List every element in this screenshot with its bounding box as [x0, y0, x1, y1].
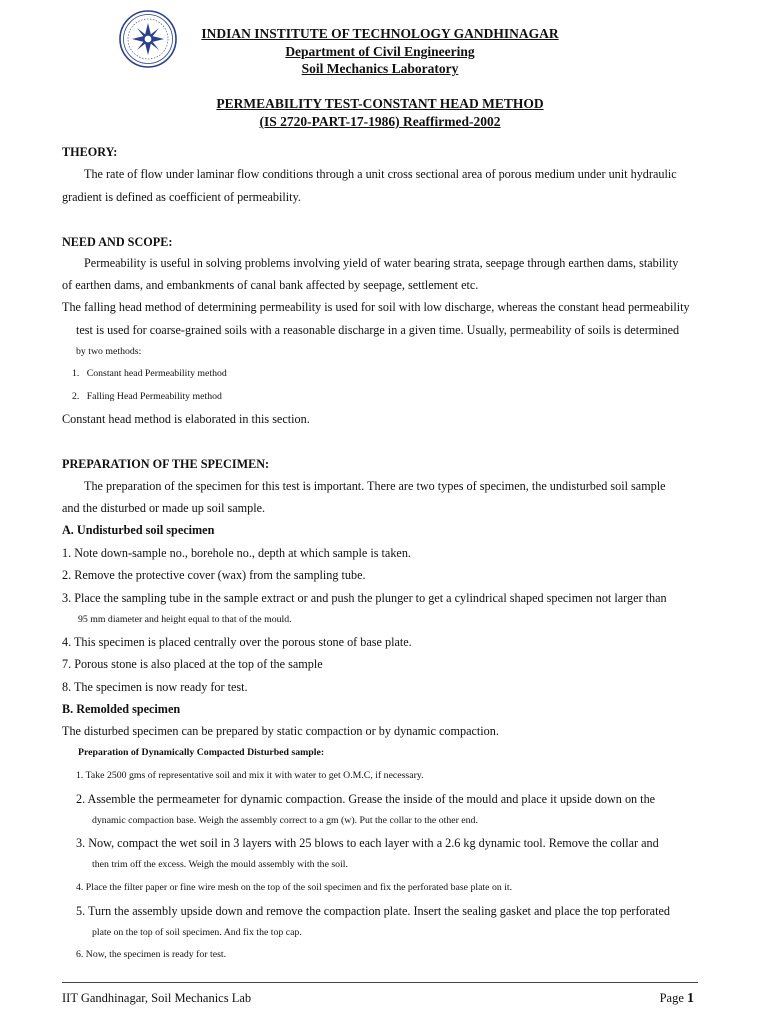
footer-divider	[62, 982, 698, 983]
prep-line-2: and the disturbed or made up soil sample.	[62, 501, 266, 515]
page-num: 1	[687, 991, 694, 1006]
dynamic-step-1: 1. Take 2500 gms of representative soil and mix it with water to get O.M.C, if necessary.	[76, 770, 424, 781]
dynamic-step-6: 6. Now, the specimen is ready for test.	[76, 949, 227, 960]
need-line-4: test is used for coarse-grained soils with a reasonable discharge in a given time. Usually, permeability of soils is determined	[76, 323, 680, 337]
dynamic-step-5-cont: plate on the top of soil specimen. And fix the top cap.	[92, 927, 302, 938]
page-number	[660, 990, 694, 1007]
remolded-line-1: The disturbed specimen can be prepared by static compaction or by dynamic compaction.	[62, 724, 499, 738]
need-line-5: by two methods:	[76, 346, 142, 357]
undisturbed-step-8: 8. The specimen is now ready for test.	[62, 680, 248, 694]
page-label: Page	[659, 991, 684, 1005]
undisturbed-step-4: 4. This specimen is placed centrally over the porous stone of base plate.	[62, 635, 412, 649]
preparation-heading: PREPARATION OF THE SPECIMEN:	[62, 457, 270, 471]
need-line-6: Constant head method is elaborated in this section.	[62, 412, 310, 426]
need-scope-heading: NEED AND SCOPE:	[62, 235, 173, 249]
undisturbed-step-3: 3. Place the sampling tube in the sample extract or and push the plunger to get a cylindrical shaped specimen not larger than	[62, 591, 667, 605]
need-line-1: Permeability is useful in solving problems involving yield of water bearing strata, seepage through earthen dams, stability	[84, 256, 679, 270]
dynamic-step-2-cont: dynamic compaction base. Weigh the assembly correct to a gm (w). Put the collar to the other end.	[92, 815, 478, 826]
undisturbed-step-1: 1. Note down-sample no., borehole no., depth at which sample is taken.	[62, 546, 411, 560]
method-item-1: 1. Constant head Permeability method	[72, 368, 227, 379]
dynamic-compaction-heading: Preparation of Dynamically Compacted Disturbed sample:	[78, 747, 325, 758]
department-name: Department of Civil Engineering	[285, 44, 475, 59]
test-title: PERMEABILITY TEST-CONSTANT HEAD METHOD	[216, 96, 544, 111]
iit-gandhinagar-logo	[118, 9, 178, 69]
theory-line-1: The rate of flow under laminar flow conditions through a unit cross sectional area of porous medium under unit hydraulic	[84, 167, 677, 181]
undisturbed-step-3-cont: 95 mm diameter and height equal to that of the mould.	[78, 614, 292, 625]
test-standard: (IS 2720-PART-17-1986) Reaffirmed-2002	[259, 114, 501, 129]
lab-name: Soil Mechanics Laboratory	[301, 61, 459, 76]
undisturbed-heading: A. Undisturbed soil specimen	[62, 523, 215, 537]
dynamic-step-5: 5. Turn the assembly upside down and remove the compaction plate. Insert the sealing gasket and place the top perforated	[76, 904, 670, 918]
institute-name: INDIAN INSTITUTE OF TECHNOLOGY GANDHINAGAR	[201, 26, 559, 41]
prep-line-1: The preparation of the specimen for this test is important. There are two types of specimen, the undisturbed soil sample	[84, 479, 666, 493]
method-item-2: 2. Falling Head Permeability method	[72, 391, 222, 402]
dynamic-step-2: 2. Assemble the permeameter for dynamic compaction. Grease the inside of the mould and place it upside down on the	[76, 792, 656, 806]
need-line-2: of earthen dams, and embankments of canal bank affected by seepage, settlement etc.	[62, 278, 479, 292]
need-line-3: The falling head method of determining permeability is used for soil with low discharge, whereas the constant head permeability	[62, 300, 690, 314]
undisturbed-step-7: 7. Porous stone is also placed at the top of the sample	[62, 657, 323, 671]
footer-lab-name: IIT Gandhinagar, Soil Mechanics Lab	[62, 991, 252, 1005]
dynamic-step-3-cont: then trim off the excess. Weigh the mould assembly with the soil.	[92, 859, 348, 870]
dynamic-step-3: 3. Now, compact the wet soil in 3 layers with 25 blows to each layer with a 2.6 kg dynamic tool. Remove the collar and	[76, 836, 659, 850]
theory-heading: THEORY:	[62, 145, 118, 159]
dynamic-step-4: 4. Place the filter paper or fine wire mesh on the top of the soil specimen and fix the perforated base plate on it.	[76, 882, 513, 893]
undisturbed-step-2: 2. Remove the protective cover (wax) from the sampling tube.	[62, 568, 366, 582]
theory-line-2: gradient is defined as coefficient of permeability.	[62, 190, 301, 204]
remolded-heading: B. Remolded specimen	[62, 702, 181, 716]
